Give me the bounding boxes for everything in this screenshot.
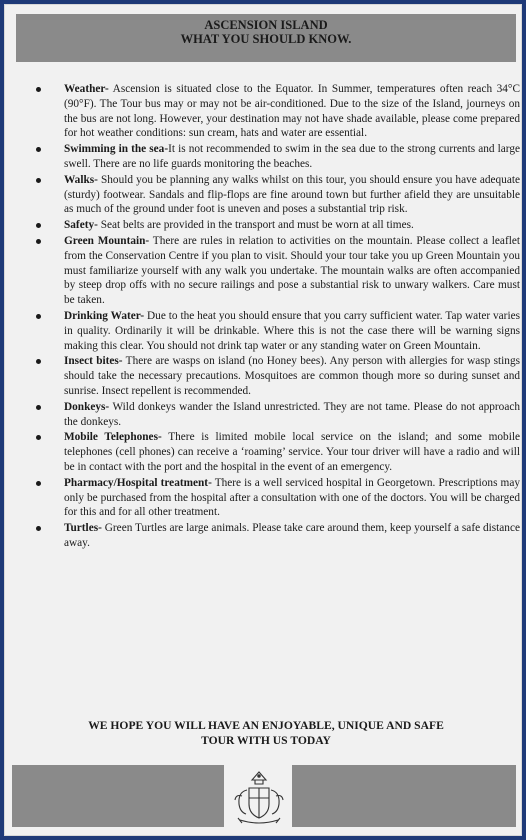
list-item (36, 521, 520, 551)
item-label: Insect bites- (64, 355, 123, 368)
item-text: There is a well serviced hospital in Georgetown. Prescriptions may only be purchased from the hospital after a consultation with one of the doctors. You will be charged for this and for all other treatment. (64, 476, 521, 519)
item-label: Pharmacy/Hospital treatment- (64, 476, 212, 489)
item-text: Ascension is situated close to the Equator. In Summer, temperatures often reach 34°C (90°F). The Tour bus may or may not be air-conditioned. Due to the size of the Island, journeys on the bus are not long. However, your destination may not have shade available, please come prepared for hot weather conditions: sun cream, hats and water are essential. (64, 83, 520, 140)
list-item (36, 234, 520, 308)
footer-bar-left (12, 765, 224, 827)
item-text: There are rules in relation to activities on the mountain. Please collect a leaflet from the Conservation Centre if you plan to visit. Should your tour take you up Green Mountain you must familiarize yourself with any walk you undertake. The mountain walks are often accompanied by steep drop offs with no secure railings and pose a substantial risk to unwary walkers. Care must be taken. (64, 234, 521, 307)
list-item (36, 476, 520, 520)
list-item (36, 400, 520, 430)
list-item (36, 218, 520, 233)
list-item (36, 82, 520, 141)
item-label: Green Mountain- (64, 234, 150, 247)
closing-line-2: TOUR WITH US TODAY (201, 734, 331, 747)
coat-of-arms-icon (230, 768, 288, 828)
list-item (36, 173, 520, 217)
title-line-1: ASCENSION ISLAND (204, 18, 328, 32)
title-banner (16, 14, 516, 62)
item-label: Turtles- (64, 522, 102, 535)
item-text: There are wasps on island (no Honey bees). Any person with allergies for wasp stings should take the necessary precautions. Mosquitoes are common though more so during sunset and sunrise. Insect repellent is recommended. (64, 355, 521, 397)
closing-message (24, 718, 508, 748)
advice-list (36, 82, 520, 552)
item-label: Safety- (64, 219, 98, 232)
item-label: Donkeys- (64, 400, 110, 413)
bullet-icon (36, 87, 41, 92)
item-label: Walks- (64, 173, 98, 186)
item-label: Swimming in the sea- (64, 143, 169, 156)
item-label: Mobile Telephones- (64, 431, 162, 444)
bullet-icon (36, 314, 41, 319)
footer-bar-right (292, 765, 516, 827)
item-text: Seat belts are provided in the transport and must be worn at all times. (97, 219, 414, 232)
bullet-icon (36, 359, 41, 364)
item-text: There is limited mobile local service on the island; and some mobile telephones (cell phones) can receive a ‘roaming’ service. Your tour driver will have a radio and will be in contact with the port and the hospital in the event of an emergency. (64, 431, 520, 473)
list-item (36, 142, 520, 172)
bullet-icon (36, 481, 41, 486)
list-item (36, 309, 520, 353)
bullet-icon (36, 526, 41, 531)
item-label: Drinking Water- (64, 309, 145, 322)
item-text: Should you be planning any walks whilst on this tour, you should ensure you have adequate (sturdy) footwear. Sandals and flip-flops are fine around town but further afield they are unsuitable as much of the ground under foot is uneven and poses a substantial trip risk. (64, 173, 520, 216)
bullet-icon (36, 178, 41, 183)
bullet-icon (36, 405, 41, 410)
bullet-icon (36, 223, 41, 228)
bullet-icon (36, 435, 41, 440)
bullet-icon (36, 239, 41, 244)
title-line-2: WHAT YOU SHOULD KNOW. (180, 32, 352, 46)
item-text: Wild donkeys wander the Island unrestricted. They are not tame. Please do not approach the donkeys. (64, 400, 520, 428)
notice-sheet (4, 4, 522, 836)
list-item (36, 430, 520, 474)
item-text: Due to the heat you should ensure that you carry sufficient water. Tap water varies in quality. Ordinarily it will be drinkable. Where this is not the case there will be warning signs making this clear. You should not drink tap water or any standing water on Green Mountain. (64, 309, 520, 352)
item-text: Green Turtles are large animals. Please take care around them, keep yourself a safe distance away. (64, 522, 520, 549)
bullet-icon (36, 147, 41, 152)
item-label: Weather- (64, 83, 109, 95)
item-text: It is not recommended to swim in the sea due to the strong currents and large swell. There are no life guards monitoring the beaches. (64, 143, 520, 170)
list-item (36, 354, 520, 398)
closing-line-1: WE HOPE YOU WILL HAVE AN ENJOYABLE, UNIQUE AND SAFE (88, 719, 444, 732)
